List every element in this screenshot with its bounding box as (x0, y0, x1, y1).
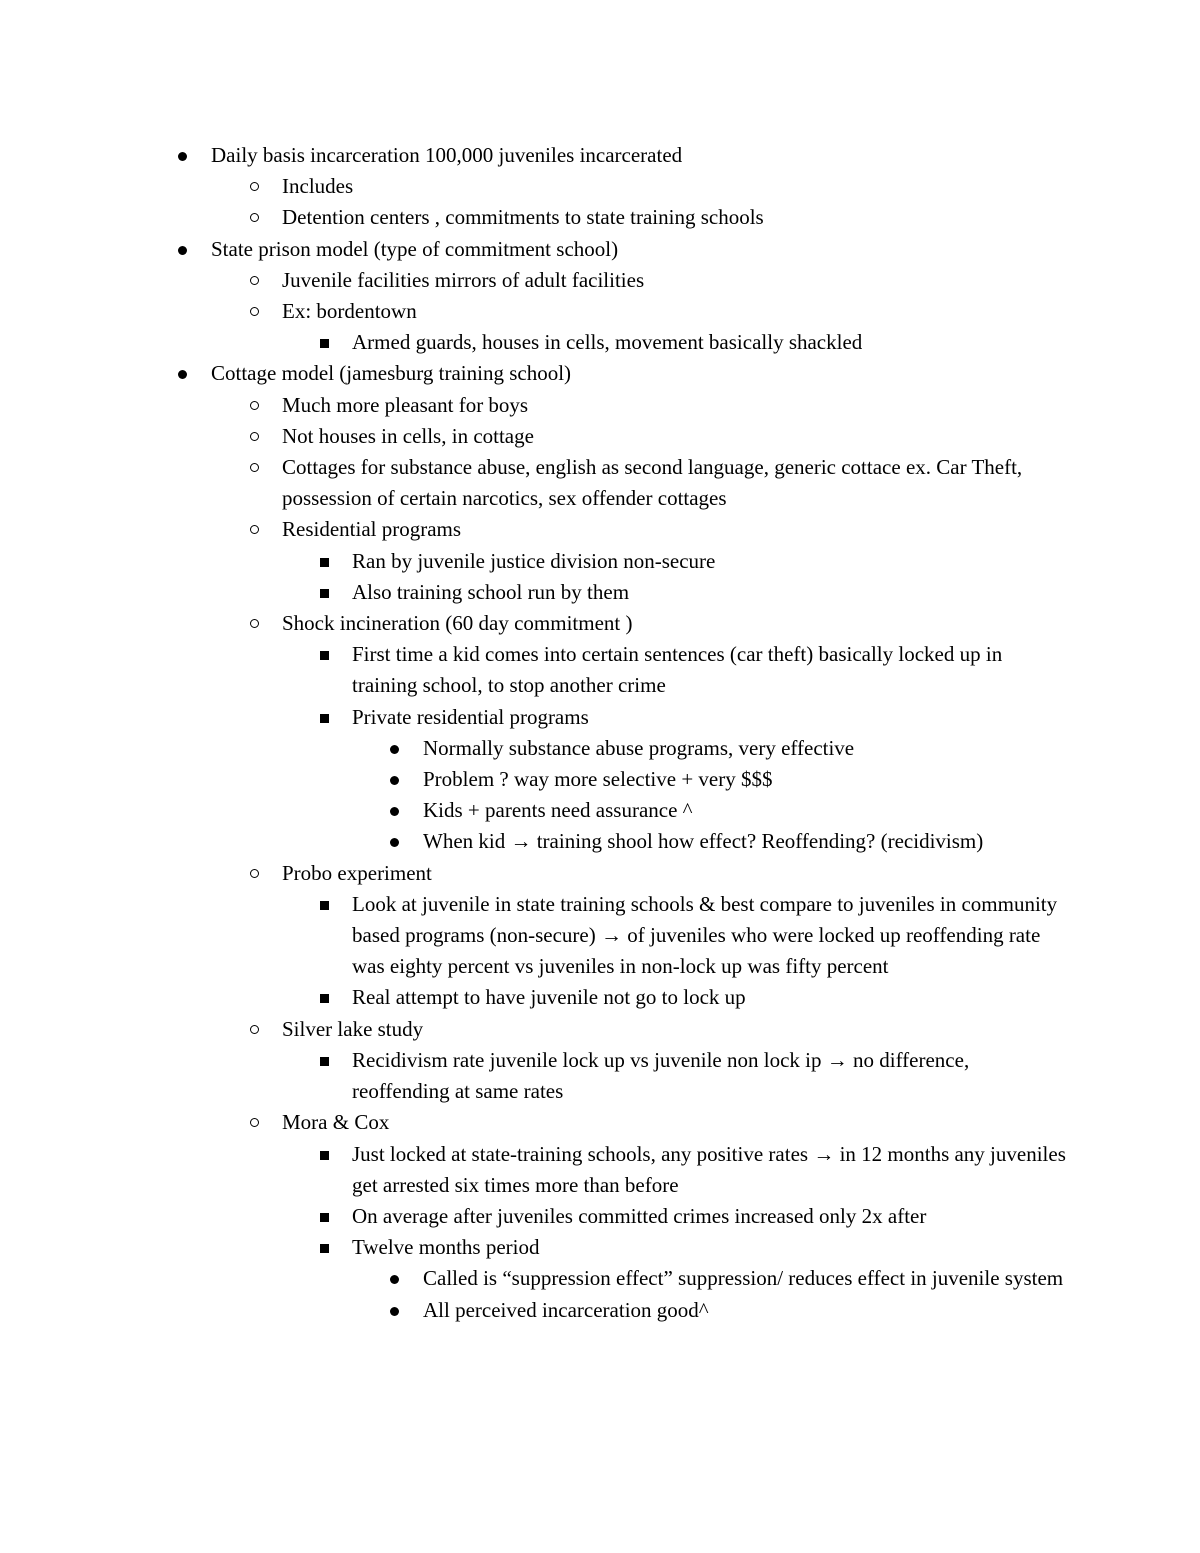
bullet-hollow-circle (250, 1118, 259, 1127)
list-item-l4 (423, 733, 1073, 764)
list-item-text: Problem ? way more selective + very $$$ (423, 767, 773, 792)
list-item-text: Silver lake study (282, 1016, 424, 1041)
bullet-hollow-circle (250, 307, 259, 316)
list-item-text: Cottage model (jamesburg training school) (211, 361, 572, 386)
bullet-square (320, 1057, 329, 1066)
list-item-text: On average after juveniles committed crimes increased only 2x after (352, 1203, 927, 1228)
bullet-filled-circle (390, 745, 399, 754)
list-item-text: Juvenile facilities mirrors of adult facilities (282, 267, 645, 292)
bullet-square (320, 1244, 329, 1253)
bullet-square (320, 651, 329, 660)
list-item-text: Real attempt to have juvenile not go to lock up (352, 985, 746, 1010)
bullet-filled-circle (178, 246, 187, 255)
bullet-filled-circle (390, 1307, 399, 1316)
bullet-hollow-circle (250, 1025, 259, 1034)
list-item-text: Cottages for substance abuse, english as second language, generic cottace ex. Car Theft, possession of certain narcotics, sex offender cottages (282, 455, 1023, 511)
list-item-text: Recidivism rate juvenile lock up vs juvenile non lock ip → no difference, reoffending at same rates (352, 1047, 970, 1104)
list-item-l1 (211, 358, 1071, 389)
list-item-text: Private residential programs (352, 704, 589, 729)
bullet-hollow-circle (250, 463, 259, 472)
list-item-l2 (282, 1107, 1072, 1138)
bullet-square (320, 994, 329, 1003)
list-item-text: Much more pleasant for boys (282, 392, 529, 417)
bullet-filled-circle (390, 1275, 399, 1284)
bullet-hollow-circle (250, 401, 259, 410)
list-item-l3 (352, 1201, 1072, 1232)
list-item-l3 (352, 1232, 1072, 1263)
list-item-text: Called is “suppression effect” suppression/ reduces effect in juvenile system (423, 1266, 1064, 1291)
list-item-l2 (282, 296, 1072, 327)
bullet-hollow-circle (250, 619, 259, 628)
bullet-hollow-circle (250, 869, 259, 878)
list-item-l2 (282, 421, 1072, 452)
bullet-hollow-circle (250, 276, 259, 285)
bullet-filled-circle (178, 152, 187, 161)
list-item-l2 (282, 390, 1072, 421)
list-item-l2 (282, 514, 1072, 545)
list-item-l3 (352, 1045, 1072, 1107)
list-item-text: Kids + parents need assurance ^ (423, 798, 693, 823)
list-item-l1 (211, 234, 1071, 265)
list-item-l2 (282, 608, 1072, 639)
list-item-text: Not houses in cells, in cottage (282, 423, 534, 448)
list-item-l3 (352, 702, 1072, 733)
bullet-square (320, 558, 329, 567)
list-item-l3 (352, 889, 1072, 983)
list-item-text: Residential programs (282, 517, 462, 542)
list-item-l4 (423, 1295, 1073, 1326)
list-item-text: Ex: bordentown (282, 299, 417, 324)
list-item-l2 (282, 452, 1072, 514)
list-item-text: Just locked at state-training schools, any positive rates → in 12 months any juveniles get arrested six times more than before (352, 1141, 1066, 1197)
outline-list (0, 140, 1200, 1326)
bullet-square (320, 714, 329, 723)
list-item-text: State prison model (type of commitment school) (211, 236, 619, 261)
list-item-l4 (423, 826, 1073, 857)
list-item-l4 (423, 795, 1073, 826)
bullet-hollow-circle (250, 432, 259, 441)
bullet-filled-circle (390, 807, 399, 816)
list-item-text: When kid → training shool how effect? Reoffending? (recidivism) (423, 829, 984, 854)
list-item-text: Also training school run by them (352, 579, 630, 604)
list-item-l4 (423, 764, 1073, 795)
bullet-hollow-circle (250, 525, 259, 534)
list-item-l2 (282, 1014, 1072, 1045)
list-item-text: Twelve months period (352, 1235, 540, 1260)
bullet-square (320, 901, 329, 910)
list-item-text: Shock incineration (60 day commitment ) (282, 611, 633, 636)
list-item-text: Ran by juvenile justice division non-secure (352, 548, 716, 573)
list-item-text: Normally substance abuse programs, very effective (423, 735, 855, 760)
list-item-l3 (352, 327, 1072, 358)
bullet-hollow-circle (250, 182, 259, 191)
bullet-filled-circle (178, 370, 187, 379)
list-item-l2 (282, 265, 1072, 296)
list-item-l3 (352, 1139, 1072, 1201)
bullet-square (320, 589, 329, 598)
list-item-l2 (282, 202, 1072, 233)
list-item-text: Armed guards, houses in cells, movement basically shackled (352, 330, 863, 355)
bullet-square (320, 1213, 329, 1222)
list-item-l2 (282, 171, 1072, 202)
list-item-l4 (423, 1263, 1073, 1294)
list-item-text: First time a kid comes into certain sentences (car theft) basically locked up in training school, to stop another crime (352, 642, 1003, 698)
list-item-text: Mora & Cox (282, 1110, 390, 1135)
list-item-l3 (352, 577, 1072, 608)
list-item-l2 (282, 858, 1072, 889)
bullet-filled-circle (390, 838, 399, 847)
list-item-l3 (352, 546, 1072, 577)
list-item-l3 (352, 982, 1072, 1013)
bullet-square (320, 339, 329, 348)
list-item-text: Includes (282, 174, 354, 199)
list-item-l3 (352, 639, 1072, 701)
bullet-square (320, 1151, 329, 1160)
list-item-text: Probo experiment (282, 860, 432, 885)
list-item-text: All perceived incarceration good^ (423, 1297, 709, 1322)
list-item-text: Look at juvenile in state training schools & best compare to juveniles in community based programs (non-secure) → of juveniles who were locked up reoffending rate was eighty percent vs juveniles in non-lock up was fifty percent (352, 891, 1058, 979)
list-item-l1 (211, 140, 1071, 171)
list-item-text: Detention centers , commitments to state training schools (282, 205, 764, 230)
bullet-hollow-circle (250, 213, 259, 222)
bullet-filled-circle (390, 776, 399, 785)
list-item-text: Daily basis incarceration 100,000 juveniles incarcerated (211, 143, 683, 167)
